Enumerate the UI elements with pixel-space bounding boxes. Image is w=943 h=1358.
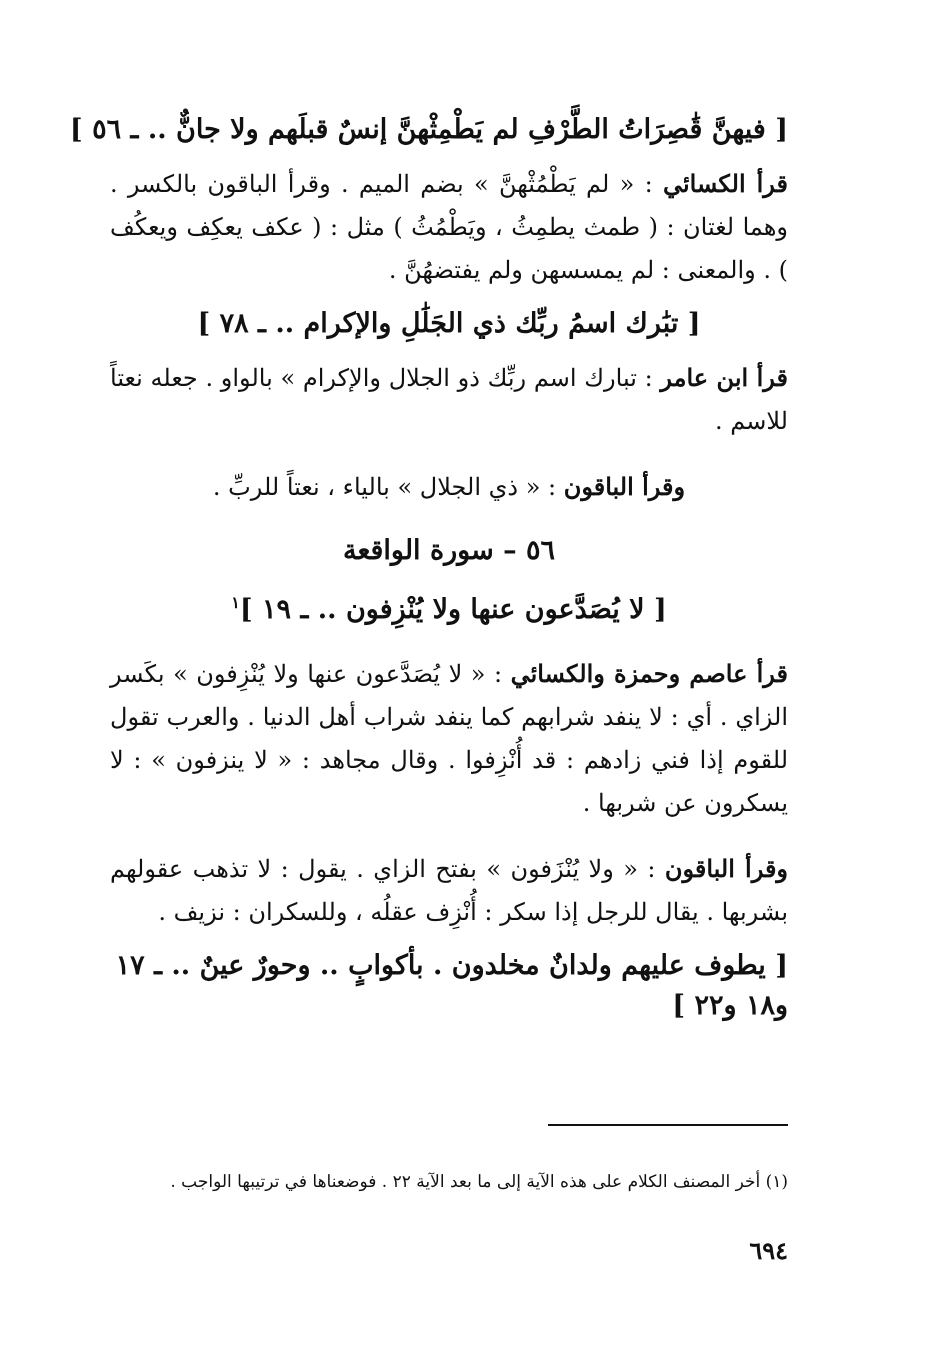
paragraph-text: : « ذي الجلال » بالياء ، نعتاً للربِّ . <box>212 473 564 501</box>
verse-heading-1: [ فيهنَّ قَٰصِرَاتُ الطَّرْفِ لم يَطْمِثْهنَّ إنسٌ قبلَهم ولا جانٌّ .. ـ ٥٦ ] <box>69 114 788 145</box>
reader-name: قرأ ابن عامر <box>660 363 788 392</box>
paragraph-1 <box>110 162 788 292</box>
reader-name: وقرأ الباقون <box>563 472 686 501</box>
paragraph-5 <box>110 847 788 934</box>
page-number: ٦٩٤ <box>749 1236 788 1265</box>
verse-heading-2: [ تبَٰرك اسمُ ربِّك ذي الجَلَٰلِ والإكرام .. ـ ٧٨ ] <box>197 308 701 339</box>
verse-heading-text: [ لا يُصَدَّعون عنها ولا يُنْزِفون .. ـ ١٩ ] <box>239 594 667 625</box>
reader-name: قرأ عاصم وحمزة والكسائي <box>510 659 789 688</box>
page-body <box>69 110 789 1026</box>
reader-name: قرأ الكسائي <box>662 169 789 198</box>
footnote: (١) أخر المصنف الكلام على هذه الآية إلى ما بعد الآية ٢٢ . فوضعناها في ترتيبها الواجب . <box>170 1172 788 1192</box>
paragraph-2 <box>110 356 788 443</box>
paragraph-text: : « لم يَطْمُثْهنَّ » بضم الميم . وقرأ الباقون بالكسر . وهما لغتان : ( طمث يطمِثُ ، ويَطْمُثُ ) مثل : ( عكف يعكِف ويعكُف ) . والمعنى : لم يمسسهن ولم يفتضهُنَّ . <box>110 170 788 284</box>
verse-heading-4: [ يطوف عليهم ولدانٌ مخلدون . بأكوابٍ .. وحورٌ عينٌ .. ـ ١٧ و١٨ و٢٢ ] <box>115 950 788 1021</box>
paragraph-text: : « ولا يُنْزَفون » بفتح الزاي . يقول : لا تذهب عقولهم بشربها . يقال للرجل إذا سكر : أُنْزِف عقلُه ، وللسكران : نزيف . <box>110 855 788 926</box>
surah-title: ٥٦ – سورة الواقعة <box>342 535 556 566</box>
footnote-marker: ١ <box>231 593 240 612</box>
paragraph-text: : تبارك اسم ربِّك ذو الجلال والإكرام » بالواو . جعله نعتاً للاسم . <box>110 364 788 435</box>
reader-name: وقرأ الباقون <box>664 854 789 883</box>
footnote-separator <box>548 1124 788 1126</box>
paragraph-4 <box>110 652 788 825</box>
paragraph-text: : « لا يُصَدَّعون عنها ولا يُنْزِفون » بكَسر الزاي . أي : لا ينفد شرابهم كما ينفد شراب أهل الدنيا . والعرب تقول للقوم إذا فني زادهم : قد أُنْزِفوا . وقال مجاهد : « لا ينزفون » : لا يسكرون عن شربها . <box>110 660 788 817</box>
paragraph-3 <box>110 465 788 509</box>
verse-heading-3 <box>110 583 788 630</box>
